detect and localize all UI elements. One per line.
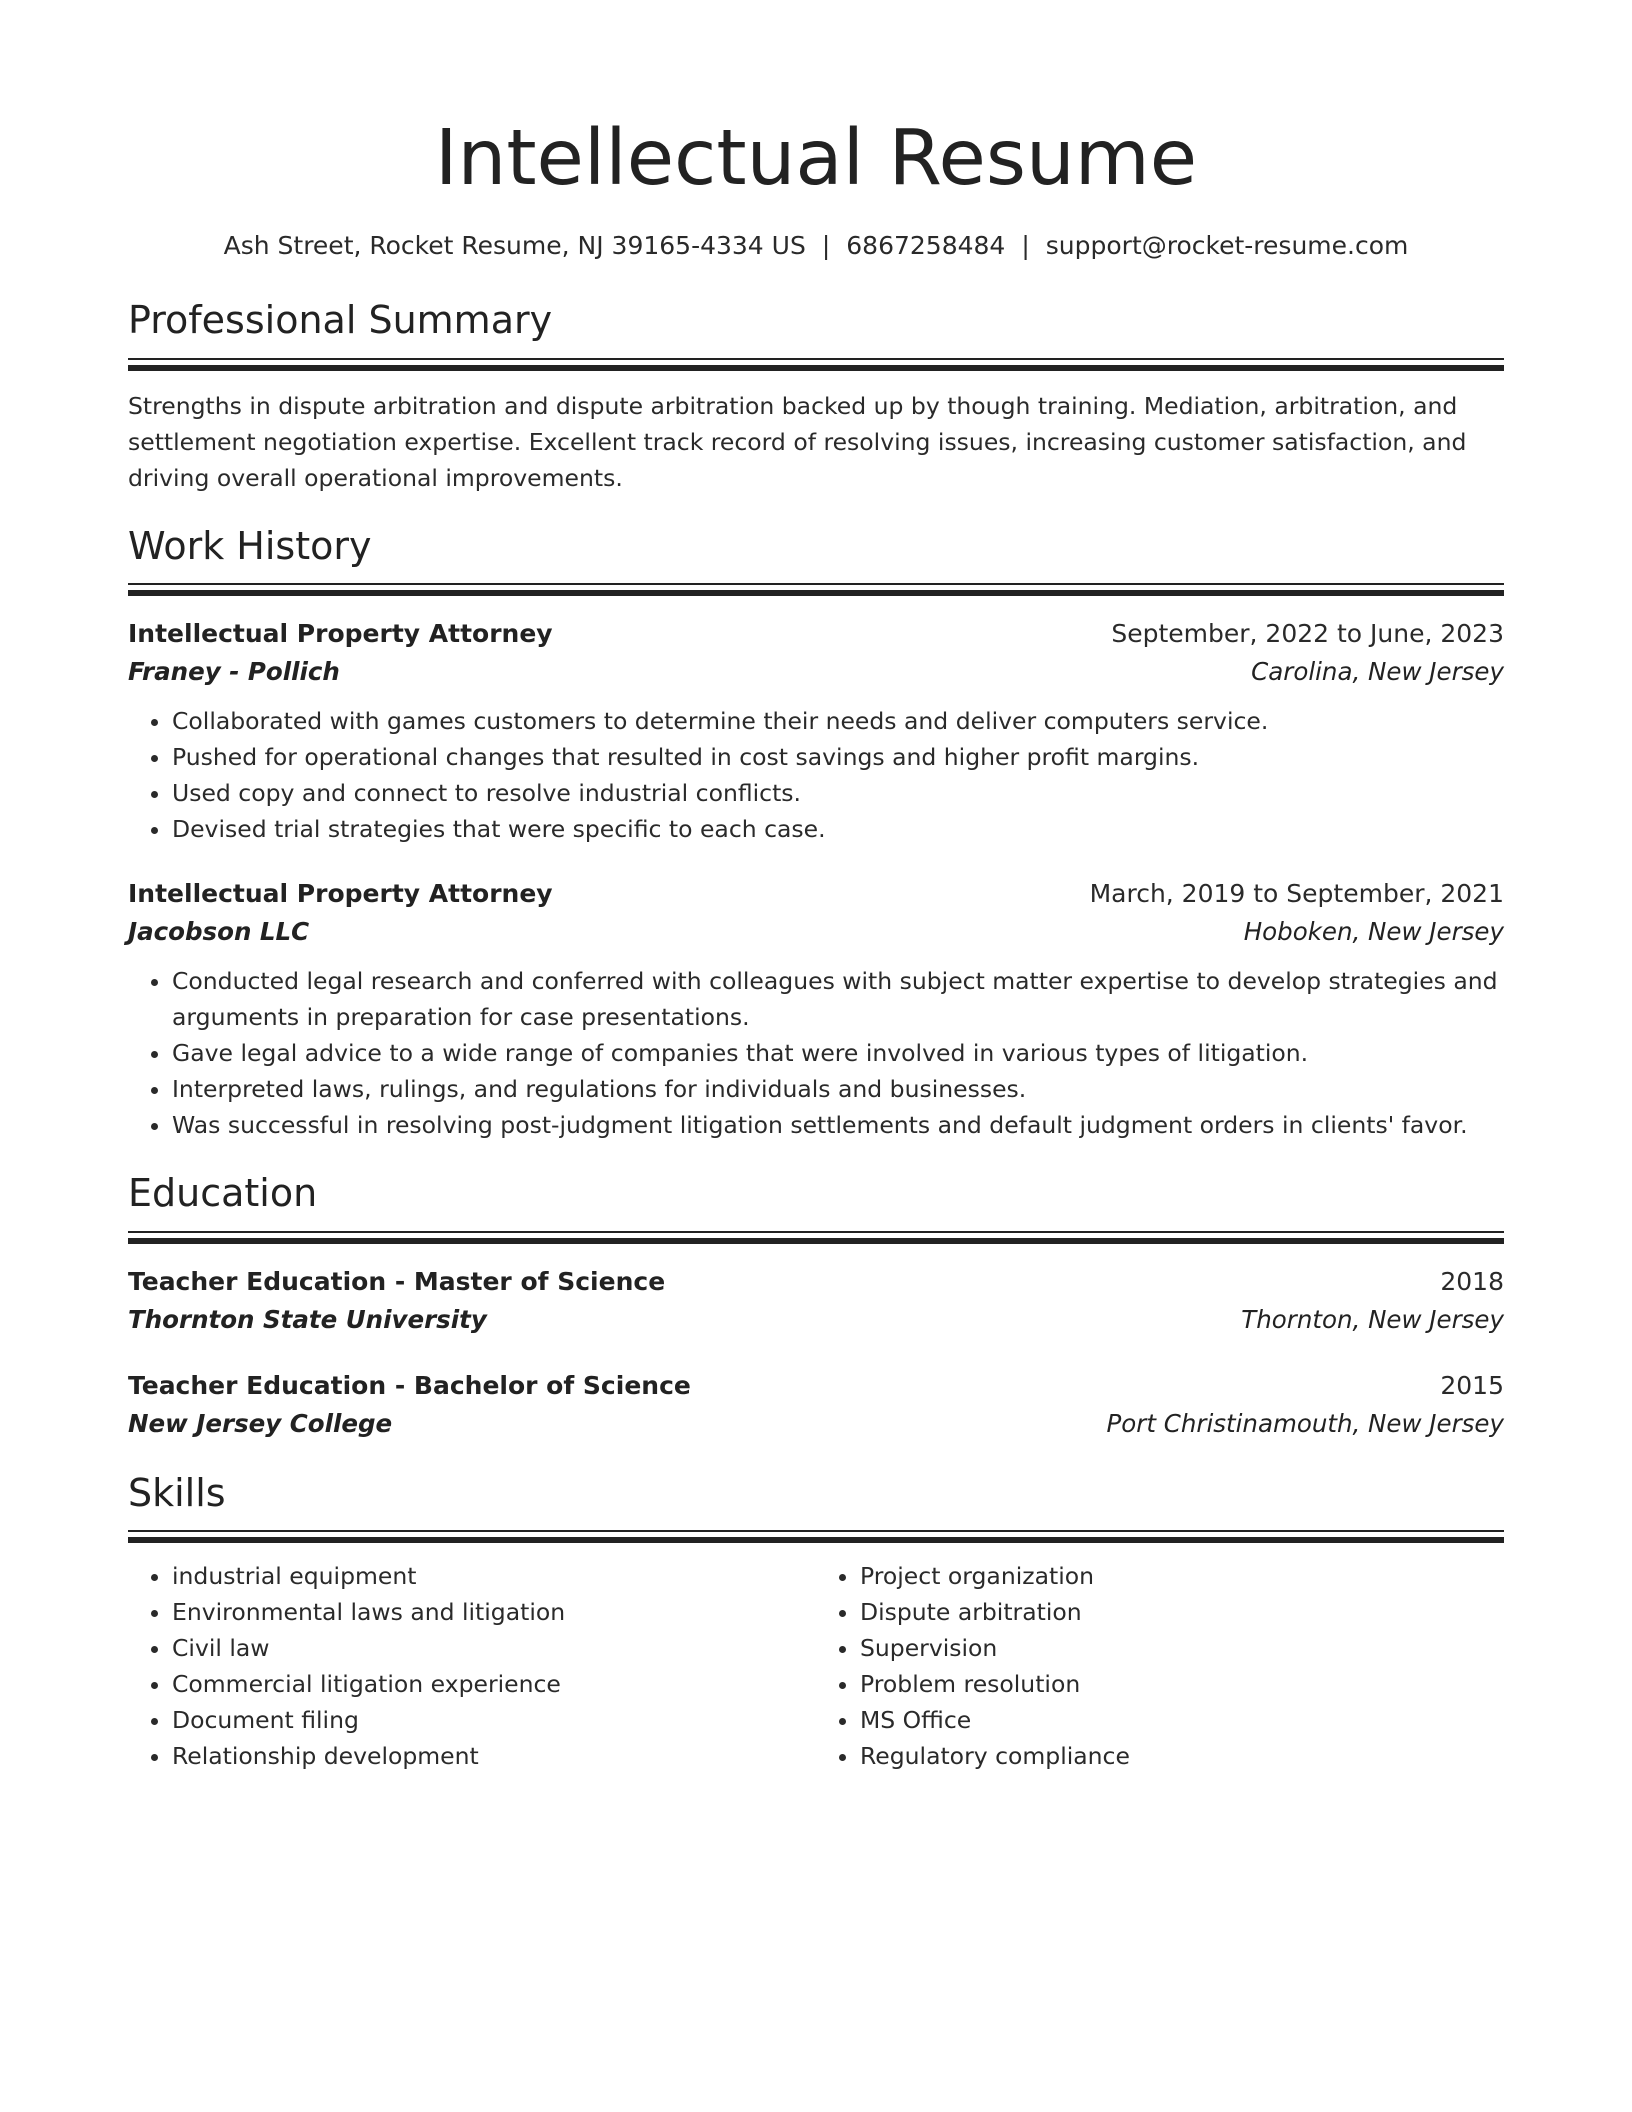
job-bullets (128, 963, 1504, 1143)
job-company: Jacobson LLC (128, 917, 310, 947)
school-name: New Jersey College (128, 1408, 393, 1438)
job-entry (128, 615, 1504, 847)
job-title: Intellectual Property Attorney (128, 619, 553, 649)
degree: Teacher Education - Master of Science (128, 1266, 666, 1296)
summary-text: Strengths in dispute arbitration and dispute arbitration backed up by though training. Mediation, arbitration, and settlement negotiation expertise. Excellent track record of resolving issues, increasing customer satisfaction, and driving overall operational improvements. (128, 391, 1467, 492)
job-header-row (128, 615, 1504, 653)
job-company-row (128, 913, 1504, 951)
work-history-section (128, 524, 1504, 1144)
contact-email: support@rocket-resume.com (1045, 231, 1409, 260)
education-section (128, 1171, 1504, 1443)
school-name: Thornton State University (128, 1304, 487, 1334)
skill-item: • Regulatory compliance (860, 1738, 1504, 1774)
skills-heading: Skills (128, 1470, 226, 1515)
skills-list-left (128, 1558, 816, 1774)
skill-item: • Civil law (172, 1630, 816, 1666)
skill-item: • Problem resolution (860, 1666, 1504, 1702)
skill-item: • Document filing (172, 1702, 816, 1738)
education-entry (128, 1367, 1504, 1443)
section-divider (128, 583, 1504, 597)
education-school-row (128, 1301, 1504, 1339)
skill-item: • Project organization (860, 1558, 1504, 1594)
education-entry (128, 1263, 1504, 1339)
graduation-year: 2018 (1440, 1266, 1504, 1296)
summary-section (128, 298, 1504, 496)
skill-item: • Commercial litigation experience (172, 1666, 816, 1702)
skill-item: • Supervision (860, 1630, 1504, 1666)
school-location: Port Christinamouth, New Jersey (1106, 1408, 1504, 1438)
job-dates: March, 2019 to September, 2021 (1089, 879, 1504, 909)
education-header-row (128, 1367, 1504, 1405)
contact-address: Ash Street, Rocket Resume, NJ 39165-4334 US (223, 231, 806, 260)
contact-phone: 6867258484 (846, 231, 1006, 260)
skill-item: • industrial equipment (172, 1558, 816, 1594)
section-divider (128, 358, 1504, 372)
contact-separator: | (1021, 231, 1030, 260)
contact-separator: | (821, 231, 831, 260)
job-title: Intellectual Property Attorney (128, 879, 553, 909)
job-entry (128, 875, 1504, 1143)
skill-item: • Relationship development (172, 1738, 816, 1774)
job-location: Hoboken, New Jersey (1243, 917, 1504, 947)
list-item: • Pushed for operational changes that resulted in cost savings and higher profit margins. (172, 739, 1504, 775)
skills-section (128, 1471, 1504, 1775)
job-header-row (128, 875, 1504, 913)
graduation-year: 2015 (1440, 1370, 1504, 1400)
list-item: • Conducted legal research and conferred with colleagues with subject matter expertise to develop strategies and arguments in preparation for case presentations. (172, 963, 1504, 1035)
education-heading: Education (128, 1171, 318, 1216)
section-divider (128, 1530, 1504, 1544)
skills-columns (128, 1558, 1504, 1774)
list-item: • Was successful in resolving post-judgment litigation settlements and default judgment orders in clients' favor. (172, 1107, 1504, 1143)
education-school-row (128, 1405, 1504, 1443)
list-item: • Interpreted laws, rulings, and regulations for individuals and businesses. (172, 1071, 1504, 1107)
summary-heading: Professional Summary (128, 298, 553, 342)
list-item: • Gave legal advice to a wide range of companies that were involved in various types of litigation. (172, 1035, 1504, 1071)
skills-list-right (816, 1558, 1504, 1774)
degree: Teacher Education - Bachelor of Science (128, 1370, 691, 1400)
skill-item: • Dispute arbitration (860, 1594, 1504, 1630)
list-item: • Devised trial strategies that were specific to each case. (172, 811, 1504, 847)
job-company: Franey - Pollich (128, 657, 340, 687)
job-bullets (128, 703, 1504, 847)
skill-item: • MS Office (860, 1702, 1504, 1738)
school-location: Thornton, New Jersey (1241, 1304, 1504, 1334)
job-company-row (128, 653, 1504, 691)
list-item: • Collaborated with games customers to determine their needs and deliver computers service. (172, 703, 1504, 739)
education-header-row (128, 1263, 1504, 1301)
section-divider (128, 1231, 1504, 1245)
skill-item: • Environmental laws and litigation (172, 1594, 816, 1630)
job-location: Carolina, New Jersey (1251, 657, 1504, 687)
resume-title: Intellectual Resume (434, 114, 1198, 203)
contact-line (128, 231, 1504, 260)
work-history-heading: Work History (128, 523, 372, 568)
job-dates: September, 2022 to June, 2023 (1111, 619, 1504, 649)
list-item: • Used copy and connect to resolve industrial conflicts. (172, 775, 1504, 811)
